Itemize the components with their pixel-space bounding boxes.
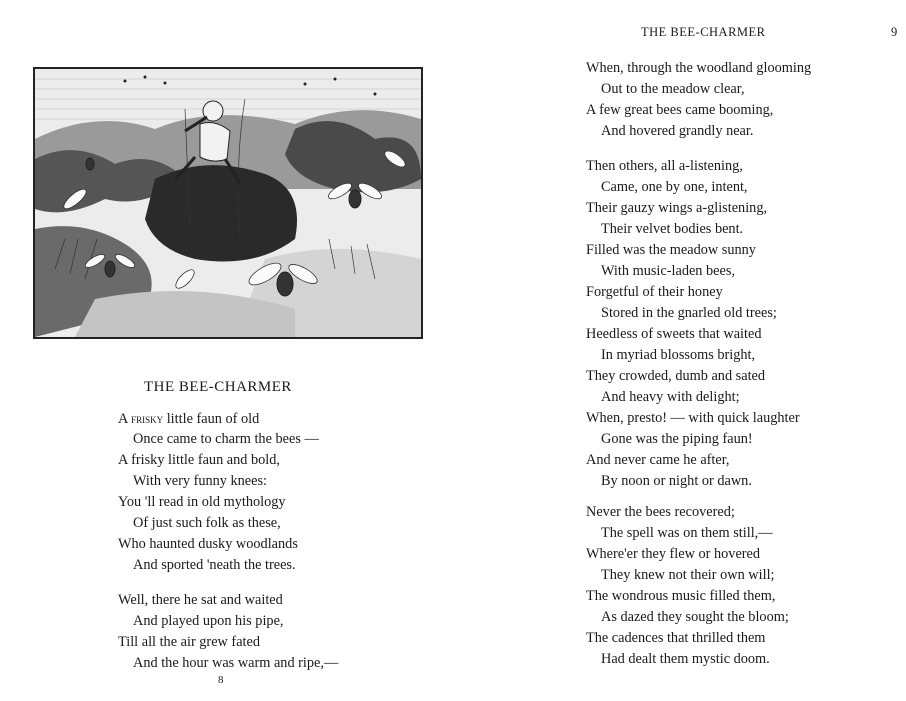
faun-playing-pipe-with-bees-icon [35, 69, 421, 337]
poem-line: With very funny knees: [133, 473, 268, 489]
poem-line: Once came to charm the bees — [133, 431, 319, 447]
poem-line: When, through the woodland glooming [586, 60, 812, 76]
poem-line: Filled was the meadow sunny [586, 242, 756, 258]
left-stanza-2 [118, 590, 338, 674]
poem-line: Never the bees recovered; [586, 504, 735, 520]
poem-line: And the hour was warm and ripe,— [133, 655, 339, 671]
poem-line: They knew not their own will; [601, 567, 775, 583]
poem-line: A frisky little faun and bold, [118, 452, 281, 468]
page-number-right: 9 [891, 25, 898, 39]
page-number-left: 8 [218, 674, 224, 686]
poem-line: With music-laden bees, [601, 263, 736, 279]
poem-line: The cadences that thrilled them [586, 630, 766, 646]
poem-line: And sported 'neath the trees. [133, 557, 296, 573]
poem-line: Till all the air grew fated [118, 634, 261, 650]
poem-line: And hovered grandly near. [601, 123, 754, 139]
right-stanza-1 [586, 58, 811, 142]
poem-line: And played upon his pipe, [133, 613, 284, 629]
poem-line: Their gauzy wings a-glistening, [586, 200, 768, 216]
poem-line: Who haunted dusky woodlands [118, 536, 298, 552]
poem-line: Gone was the piping faun! [601, 431, 753, 447]
right-page [453, 0, 906, 701]
poem-line: Where'er they flew or hovered [586, 546, 761, 562]
poem-line: Came, one by one, intent, [601, 179, 748, 195]
running-head: THE BEE-CHARMER [641, 25, 766, 39]
poem-line: Had dealt them mystic doom. [601, 651, 770, 667]
poem-line: In myriad blossoms bright, [601, 347, 756, 363]
poem-line: By noon or night or dawn. [601, 473, 752, 489]
right-stanza-3 [586, 502, 789, 670]
poem-title: THE BEE-CHARMER [144, 379, 292, 395]
poem-line: Out to the meadow clear, [601, 81, 745, 97]
left-stanza-1 [118, 408, 319, 576]
poem-line: Their velvet bodies bent. [601, 221, 744, 237]
poem-line: A few great bees came booming, [586, 102, 774, 118]
poem-line: Then others, all a-listening, [586, 158, 743, 174]
poem-line: And heavy with delight; [601, 389, 740, 405]
poem-line: The wondrous music filled them, [586, 588, 776, 604]
right-stanza-2 [586, 156, 800, 492]
bee-charmer-illustration [33, 67, 423, 339]
poem-line: As dazed they sought the bloom; [601, 609, 789, 625]
poem-line: Of just such folk as these, [133, 515, 281, 531]
poem-line: And never came he after, [586, 452, 730, 468]
poem-line: A frisky little faun of old [118, 411, 260, 427]
poem-line: When, presto! — with quick laughter [586, 410, 800, 426]
poem-line: Well, there he sat and waited [118, 592, 283, 608]
poem-line: Forgetful of their honey [586, 284, 723, 300]
poem-line: You 'll read in old mythology [118, 494, 286, 510]
poem-line: The spell was on them still,— [601, 525, 773, 541]
poem-line: Heedless of sweets that waited [586, 326, 762, 342]
poem-line: Stored in the gnarled old trees; [601, 305, 777, 321]
poem-line: They crowded, dumb and sated [586, 368, 766, 384]
